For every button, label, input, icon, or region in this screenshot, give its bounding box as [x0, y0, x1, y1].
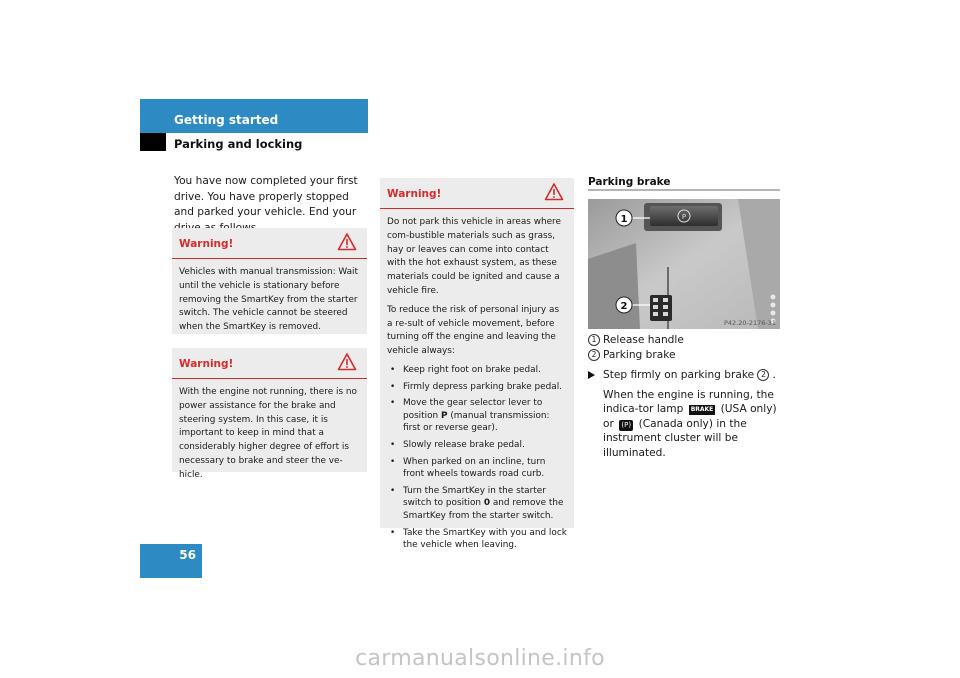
list-item: • Keep right foot on brake pedal. [387, 364, 567, 377]
warning-header [172, 348, 367, 379]
warning-body [380, 209, 574, 562]
list-item: • Take the SmartKey with you and lock the vehicle when leaving. [387, 527, 567, 552]
step-arrow-icon [588, 371, 595, 379]
subsection-title: Parking and locking [174, 137, 303, 151]
callout-1: 1 [620, 214, 628, 225]
warning-text: To reduce the risk of personal injury as a re-sult of vehicle movement, before turning off the engine and leaving the vehicle always: [387, 304, 560, 357]
warning-text: Do not park this vehicle in areas where com-bustible materials such as grass, hay or leaves can come into contact with the hot exhaust system, as these materials could be ignited and cause a vehicle fire. [387, 217, 561, 296]
step-note: When the engine is running, the indica-tor lamp BRAKE (USA only) or (P) (Canada only) in the instrument cluster will be illuminated. [603, 388, 777, 459]
warning-label: Warning! [179, 238, 234, 250]
svg-text:P: P [681, 213, 687, 221]
warning-triangle-icon [337, 352, 357, 372]
parking-brake-lamp-icon: (P) [619, 420, 633, 431]
warning-text: Vehicles with manual transmission: Wait until the vehicle is stationary before removing the SmartKey from the starter switch. The vehicle cannot be steered when the SmartKey is removed. [179, 267, 358, 333]
warning-box-parking-fire-risk [380, 178, 574, 551]
warning-header [172, 228, 367, 259]
warning-bullet-list [387, 364, 567, 552]
warning-triangle-icon [337, 232, 357, 252]
list-item: • Move the gear selector lever to position P (manual transmission: first or reverse gear). [387, 397, 567, 435]
warning-label: Warning! [179, 358, 234, 370]
section-title: Getting started [174, 113, 279, 127]
list-item: • Slowly release brake pedal. [387, 439, 567, 452]
parking-brake-legend [588, 333, 784, 460]
instruction-step: Step firmly on parking brake 2 . When the engine is running, the indica-tor lamp BRAKE (USA only) or (P) (Canada only) in the instrument cluster will be illuminated. [588, 368, 784, 460]
list-item: • When parked on an incline, turn front wheels towards road curb. [387, 456, 567, 481]
heading-rule [588, 189, 780, 191]
list-item: • Turn the SmartKey in the starter switch to position 0 and remove the SmartKey from the starter switch. [387, 485, 567, 523]
warning-triangle-icon [544, 182, 564, 202]
number-2-icon: 2 [588, 349, 600, 361]
number-1-icon: 1 [588, 334, 600, 346]
list-item: • Firmly depress parking brake pedal. [387, 381, 567, 394]
warning-box-power-assistance [172, 348, 367, 480]
legend-item-parking-brake: 2 Parking brake [588, 348, 784, 363]
callout-2: 2 [620, 301, 628, 312]
number-2-icon: 2 [757, 369, 769, 381]
parking-brake-illustration [588, 199, 780, 329]
watermark: carmanualsonline.info [355, 646, 605, 671]
legend-item-release-handle: 1 Release handle [588, 333, 784, 348]
page-number: 56 [179, 548, 196, 562]
image-code: P42.20-2176-31 [723, 319, 776, 327]
warning-box-manual-transmission [172, 228, 367, 334]
warning-body [172, 259, 367, 346]
brake-lamp-icon: BRAKE [690, 406, 714, 413]
warning-text: With the engine not running, there is no power assistance for the brake and steering system. In this case, it is important to keep in mind that a considerably higher degree of effort is necessary to brake and steer the ve-hicle. [179, 387, 357, 480]
section-marker [140, 133, 166, 151]
warning-header [380, 178, 574, 209]
warning-label: Warning! [387, 188, 442, 200]
intro-paragraph: You have now completed your first drive. You have properly stopped and parked your vehicle. End your [174, 175, 358, 219]
warning-body [172, 379, 367, 494]
parking-brake-heading: Parking brake [588, 176, 671, 188]
